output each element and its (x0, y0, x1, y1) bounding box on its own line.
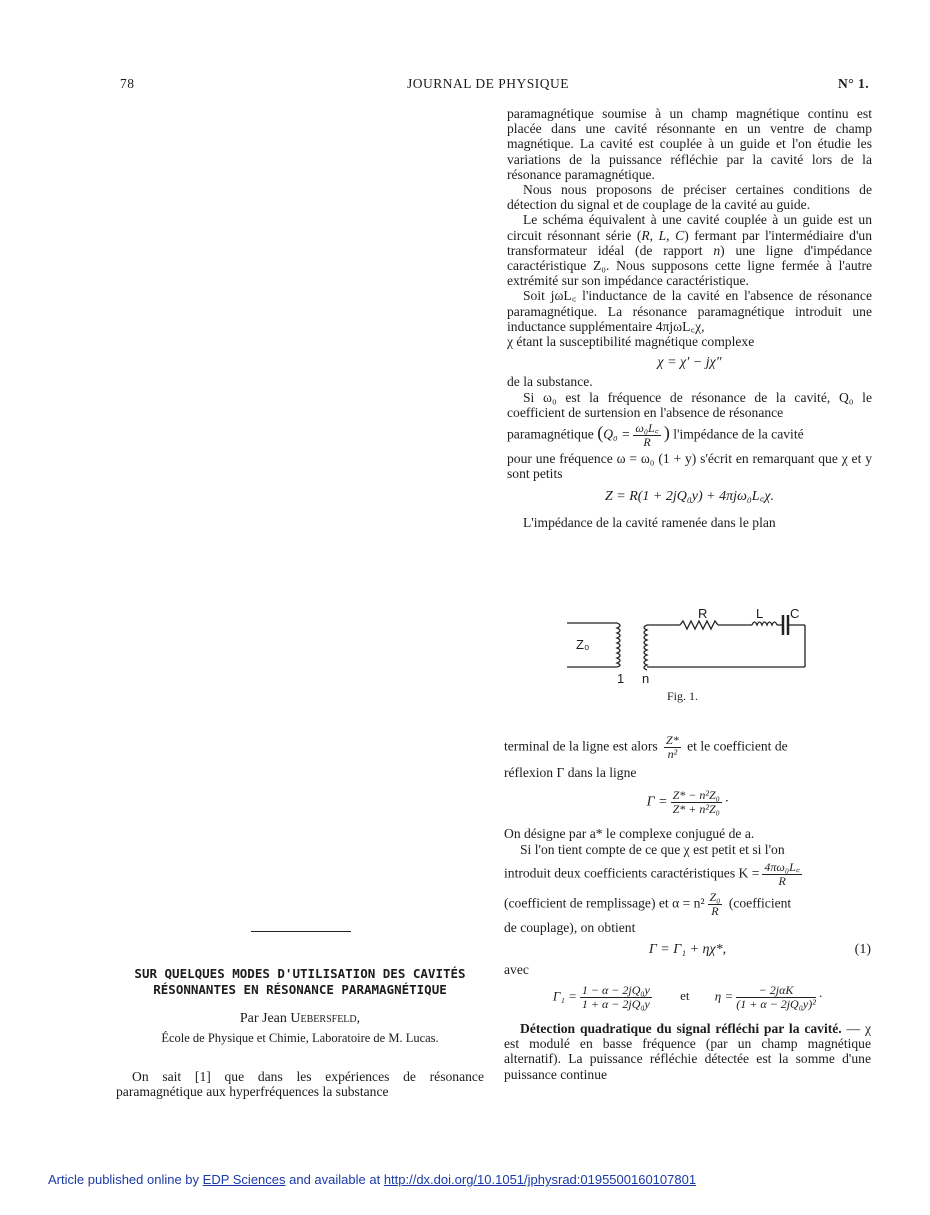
section-heading-detection: Détection quadratique du signal réfléchi par la cavité. (520, 1021, 842, 1036)
intro-text: On sait [1] que dans les expériences de résonance paramagnétique aux hyperfréquences la substance (116, 1069, 484, 1100)
q0-fraction: $\frac{\text{ω₀L꜀}}{R}$ (635, 421, 659, 450)
primary-coil-icon (617, 623, 620, 667)
author-name: Uebersfeld, (290, 1011, 361, 1026)
right-column-top (507, 106, 872, 530)
label-c: C (790, 606, 800, 621)
paragraph-10d: de couplage), on obtient (504, 920, 636, 935)
intro-paragraph (116, 1069, 484, 1099)
paragraph-7: L'impédance de la cavité ramenée dans le plan (523, 514, 776, 530)
page-number: 78 (120, 76, 135, 91)
separator-rule (251, 931, 351, 932)
label-l: L (756, 606, 764, 621)
paragraph-6a: Si ω₀ est la fréquence de résonance de la cavité, Q₀ le coefficient de surtension en l'absence de résonance (507, 389, 872, 420)
equation-z: Z = R(1 + 2jQ₀y) + 4πjω₀L꜀χ. (604, 489, 775, 505)
inductor-icon (752, 622, 777, 625)
paragraph-4b: χ étant la susceptibilité magnétique complexe (507, 334, 755, 350)
paragraph-10b: introduit deux coefficients caractéristiques K = $\frac{\text{4πω₀L꜀}}{R}$ (504, 860, 800, 888)
journal-title: JOURNAL DE PHYSIQUE (407, 76, 570, 91)
paragraph-11: Détection quadratique du signal réfléchi par la cavité. — χ est modulé en basse fréquence (par un champ magnétique alternatif). La puissance réfléchie détectée est la somme d'une puissance continue (504, 1021, 871, 1082)
equation-number: (1) (854, 942, 871, 957)
paragraph-1: paramagnétique soumise à un champ magnétique continu est placée dans une cavité résonnante en un ventre de champ magnétique. La cavité est couplée à un guide et l'on étudie les variations de la puissance réfléchie par la cavité lors de la résonance paramagnétique. (507, 106, 872, 182)
paragraph-5: de la substance. (507, 374, 593, 390)
label-r: R (698, 606, 708, 621)
zstar-fraction: $\frac{Z*}{\text{n²}}$ (666, 733, 679, 761)
paragraph-4: Soit jωL꜀ l'inductance de la cavité en l'absence de résonance paramagnétique. La résonance paramagnétique introduit une inductance supplémentaire 4πjωL꜀χ, (507, 288, 872, 334)
label-z0: Z₀ (576, 637, 590, 652)
paragraph-8c: réflexion Γ dans la ligne (504, 765, 637, 780)
paragraph-9: On désigne par a* le complexe conjugué de a. (504, 826, 755, 841)
paragraph-3: Le schéma équivalent à une cavité couplée à un guide est un circuit résonnant série (R, L, C) fermant par l'intermédiaire d'un transformateur idéal (de rapport n) une ligne d'impédance caractéristique Z₀. Nous supposons cette ligne fermée à l'autre extrémité sur son impédance caractéristique. (507, 212, 873, 289)
equation-gamma1-eta: Γ₁ = $\frac{\text{1 − α − 2jQ₀y}}{\text{1 + α − 2jQ₀y}}$ et η = $\frac{\text{− 2jαK}}{\text{(1 + α − 2jQ₀y)²}}$ · (552, 983, 823, 1011)
figure-caption: Fig. 1. (667, 689, 699, 703)
paragraph-8a: terminal de la ligne est alors $\frac{Z*}{\text{n²}}$ et le coefficient de (504, 733, 788, 761)
author-prefix: Par Jean (239, 1011, 291, 1026)
affiliation: École de Physique et Chimie, Laboratoire de M. Lucas. (161, 1031, 439, 1045)
edp-sciences-link[interactable]: EDP Sciences (202, 1172, 286, 1187)
doi-link[interactable]: http://dx.doi.org/10.1051/jphysrad:0195500160107801 (383, 1172, 697, 1187)
paragraph-10a: Si l'on tient compte de ce que χ est petit et si l'on (520, 842, 785, 857)
label-ratio-n: n (642, 671, 650, 686)
author-line (116, 1011, 484, 1027)
rlc-symbols: R, L, C (641, 227, 685, 243)
equation-chi: χ = χ′ − jχ″ (657, 355, 722, 371)
avec-label: avec (504, 962, 529, 977)
right-column-bottom (504, 734, 871, 1082)
footer-line: Article published online by EDP Sciences and available at http://dx.doi.org/10.1051/jphysrad:0195500160107801 (48, 1172, 697, 1187)
article-title-line2: RÉSONNANTES EN RÉSONANCE PARAMAGNÉTIQUE (153, 982, 447, 997)
circuit-diagram (565, 605, 815, 685)
label-ratio-1: 1 (617, 671, 625, 686)
paragraph-2: Nous nous proposons de préciser certaines conditions de détection du signal et de couplage de la cavité au guide. (507, 182, 872, 213)
article-title (116, 966, 484, 998)
article-title-line1: SUR QUELQUES MODES D'UTILISATION DES CAVITÉS (134, 966, 466, 981)
paragraph-6c: pour une fréquence ω = ω₀ (1 + y) s'écrit en remarquant que χ et y sont petits (507, 451, 872, 482)
paragraph-6b: paramagnétique (Q₀ = $\frac{\text{ω₀L꜀}}{R}$ ) l'impédance de la cavité (507, 421, 804, 450)
secondary-coil-icon (644, 625, 647, 670)
paragraph-10c: (coefficient de remplissage) et α = n² $\frac{\text{Z₀}}{R}$ (coefficient (504, 890, 792, 918)
resistor-icon (680, 621, 718, 629)
issue-number: N° 1. (838, 76, 870, 91)
equation-1: Γ = Γ₁ + ηχ*, (1) (648, 942, 871, 957)
equation-gamma: Γ = $\frac{\text{Z* − n²Z₀}}{\text{Z* + n²Z₀}}$ · (646, 788, 729, 816)
